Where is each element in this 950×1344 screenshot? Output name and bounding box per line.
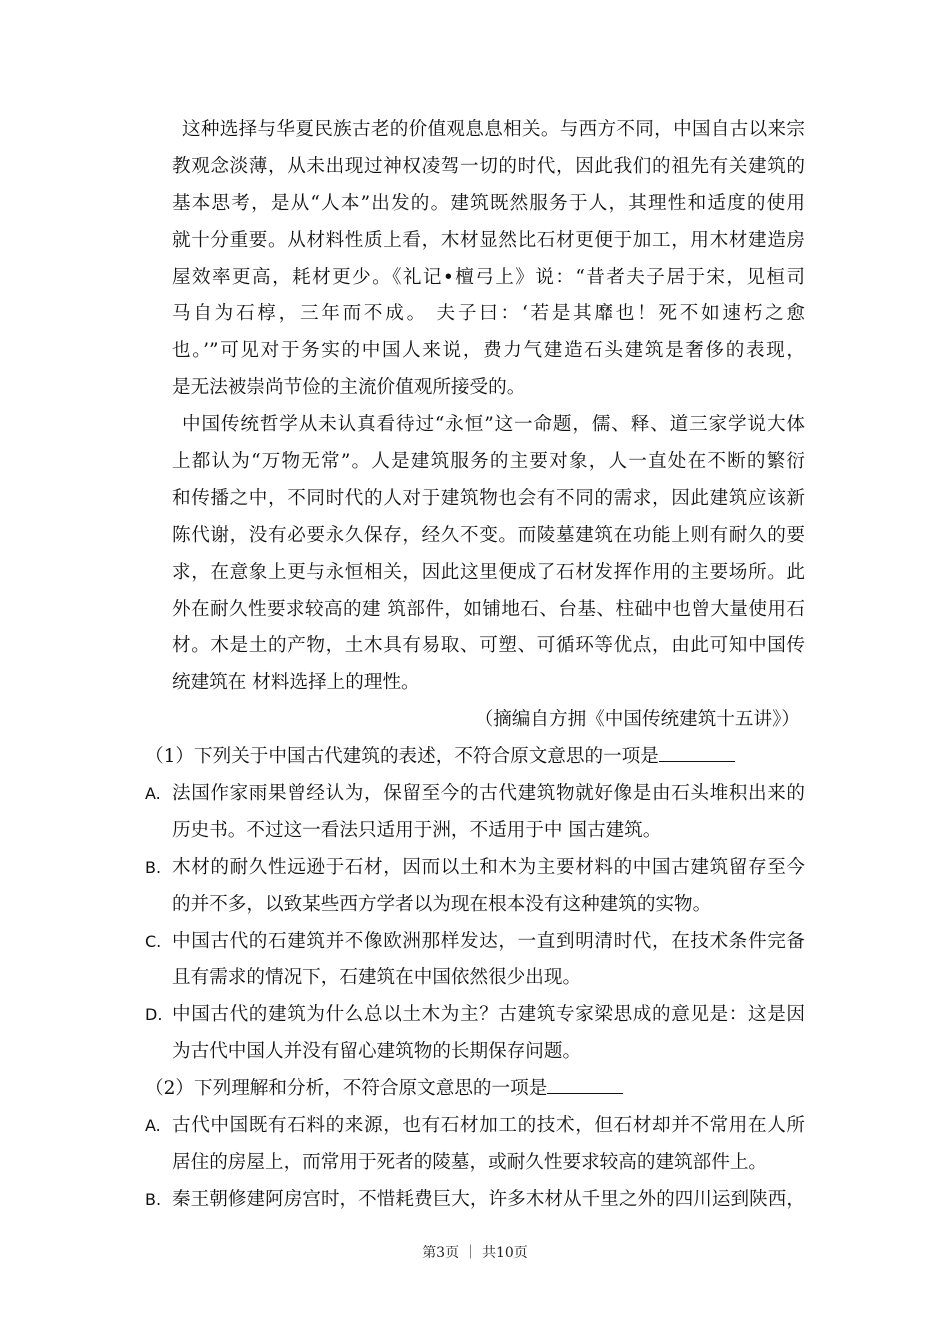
line-text-content: 中国传统哲学从未认真看待过“永恒”这一命题，儒、释、道三家学说大体 xyxy=(182,414,805,436)
text-line xyxy=(0,296,950,333)
line-text xyxy=(172,997,805,1034)
line-text xyxy=(172,518,805,555)
line-text xyxy=(172,813,805,850)
line-text-content: 上都认为“万物无常”。人是建筑服务的主要对象，人一直处在不断的繁衍 xyxy=(172,451,805,473)
line-text xyxy=(172,1034,805,1071)
line-text xyxy=(172,296,805,333)
line-text xyxy=(172,665,805,702)
line-text-content: 外在耐久性要求较高的建 筑部件，如铺地石、台基、柱础中也曾大量使用石 xyxy=(172,598,805,620)
line-text xyxy=(172,444,805,481)
line-text xyxy=(172,370,805,407)
line-text xyxy=(172,628,805,665)
line-text-content: 古代中国既有石料的来源，也有石材加工的技术，但石材却并不常用在人所 xyxy=(172,1115,805,1137)
line-text xyxy=(172,555,805,592)
line-text xyxy=(182,112,805,149)
line-text xyxy=(145,739,805,776)
option-line xyxy=(0,1182,950,1219)
line-text-content: （摘编自方拥《中国传统建筑十五讲》） xyxy=(474,709,800,731)
line-text xyxy=(172,702,800,739)
text-line xyxy=(0,444,950,481)
option-label: B. xyxy=(145,857,162,877)
text-line xyxy=(0,407,950,444)
line-text-content: （2）下列理解和分析，不符合原文意思的一项是 xyxy=(145,1078,548,1100)
line-text-content: 法国作家雨果曾经认为，保留至今的古代建筑物就好像是由石头堆积出来的 xyxy=(172,783,805,805)
text-line xyxy=(0,112,950,149)
line-text-content: 中国古代的建筑为什么总以土木为主？古建筑专家梁思成的意见是：这是因 xyxy=(172,1004,805,1026)
text-line xyxy=(0,665,950,702)
text-line xyxy=(0,1034,950,1071)
line-text xyxy=(172,149,805,186)
text-line xyxy=(0,149,950,186)
line-text-content: 且有需求的情况下，石建筑在中国依然很少出现。 xyxy=(172,967,582,989)
line-text xyxy=(172,186,805,223)
option-line xyxy=(0,776,950,813)
text-line xyxy=(0,1145,950,1182)
text-line xyxy=(0,333,950,370)
line-text-content: 统建筑在 材料选择上的理性。 xyxy=(172,672,420,694)
line-text-content: 历史书。不过这一看法只适用于洲，不适用于中 国古建筑。 xyxy=(172,819,662,841)
option-line xyxy=(0,850,950,887)
line-text-content: 和传播之中，不同时代的人对于建筑物也会有不同的需求，因此建筑应该新 xyxy=(172,487,805,509)
line-text-content: 陈代谢，没有必要永久保存，经久不变。而陵墓建筑在功能上则有耐久的要 xyxy=(172,524,805,546)
line-text xyxy=(172,592,805,629)
line-text-content: 是无法被崇尚节俭的主流价值观所接受的。 xyxy=(172,377,526,399)
line-text xyxy=(172,1182,805,1219)
text-line xyxy=(0,887,950,924)
document-body xyxy=(0,112,950,1219)
line-text-content: （1）下列关于中国古代建筑的表述，不符合原文意思的一项是 xyxy=(145,746,659,768)
text-line xyxy=(0,370,950,407)
line-text xyxy=(172,960,805,997)
line-text-content: 求，在意象上更与永恒相关，因此这里便成了石材发挥作用的主要场所。此 xyxy=(172,561,805,583)
line-text-content: 教观念淡薄，从未出现过神权凌驾一切的时代，因此我们的祖先有关建筑的 xyxy=(172,155,805,177)
line-text xyxy=(172,776,805,813)
line-text xyxy=(172,223,805,260)
text-line xyxy=(0,481,950,518)
line-text-content: 中国古代的石建筑并不像欧洲那样发达，一直到明清时代，在技术条件完备 xyxy=(172,930,805,952)
line-text xyxy=(172,1108,805,1145)
option-label: C. xyxy=(145,931,162,951)
line-text xyxy=(172,924,805,961)
option-line xyxy=(0,924,950,961)
text-line xyxy=(0,960,950,997)
line-text xyxy=(182,407,805,444)
page-footer: 第3页 ｜ 共10页 xyxy=(422,1245,528,1261)
question-line xyxy=(0,1071,950,1108)
line-text-content: 屋效率更高，耗材更少。《礼记•檀弓上》说：“昔者夫子居于宋，见桓司 xyxy=(172,266,805,288)
line-text xyxy=(172,333,805,370)
line-text-content: 为古代中国人并没有留心建筑物的长期保存问题。 xyxy=(172,1041,582,1063)
line-text-content: 基本思考，是从“人本”出发的。建筑既然服务于人，其理性和适度的使用 xyxy=(172,192,805,214)
answer-blank xyxy=(547,1073,623,1094)
line-text-content: 材。木是土的产物，土木具有易取、可塑、可循环等优点，由此可知中国传 xyxy=(172,635,805,657)
line-text-content: 木材的耐久性远逊于石材，因而以土和木为主要材料的中国古建筑留存至今 xyxy=(172,856,805,878)
text-line xyxy=(0,555,950,592)
citation-line xyxy=(0,702,950,739)
line-text xyxy=(172,260,805,297)
answer-blank xyxy=(659,741,735,762)
text-line xyxy=(0,186,950,223)
line-text-content: 的并不多，以致某些西方学者以为现在根本没有这种建筑的实物。 xyxy=(172,893,712,915)
line-text-content: 就十分重要。从材料性质上看，木材显然比石材更便于加工，用木材建造房 xyxy=(172,229,805,251)
option-label: D. xyxy=(145,1005,163,1025)
text-line xyxy=(0,223,950,260)
line-text-content: 这种选择与华夏民族古老的价值观息息相关。与西方不同，中国自古以来宗 xyxy=(182,119,805,140)
text-line xyxy=(0,592,950,629)
text-line xyxy=(0,628,950,665)
line-text-content: 居住的房屋上，而常用于死者的陵墓，或耐久性要求较高的建筑部件上。 xyxy=(172,1151,768,1173)
text-line xyxy=(0,813,950,850)
line-text-content: 秦王朝修建阿房宫时，不惜耗费巨大，许多木材从千里之外的四川运到陕西， xyxy=(172,1188,805,1210)
question-line xyxy=(0,739,950,776)
option-line xyxy=(0,997,950,1034)
line-text-content: 也。’”可见对于务实的中国人来说，费力气建造石头建筑是奢侈的表现， xyxy=(172,340,805,362)
line-text xyxy=(172,1145,805,1182)
option-label: B. xyxy=(145,1189,162,1209)
line-text xyxy=(172,887,805,924)
option-line xyxy=(0,1108,950,1145)
option-label: A. xyxy=(145,1116,161,1136)
line-text xyxy=(172,481,805,518)
line-text-content: 马自为石椁，三年而不成。 夫子曰：‘若是其靡也！死不如速朽之愈 xyxy=(172,303,805,325)
line-text xyxy=(172,850,805,887)
option-label: A. xyxy=(145,784,161,804)
line-text xyxy=(145,1071,805,1108)
text-line xyxy=(0,260,950,297)
text-line xyxy=(0,518,950,555)
